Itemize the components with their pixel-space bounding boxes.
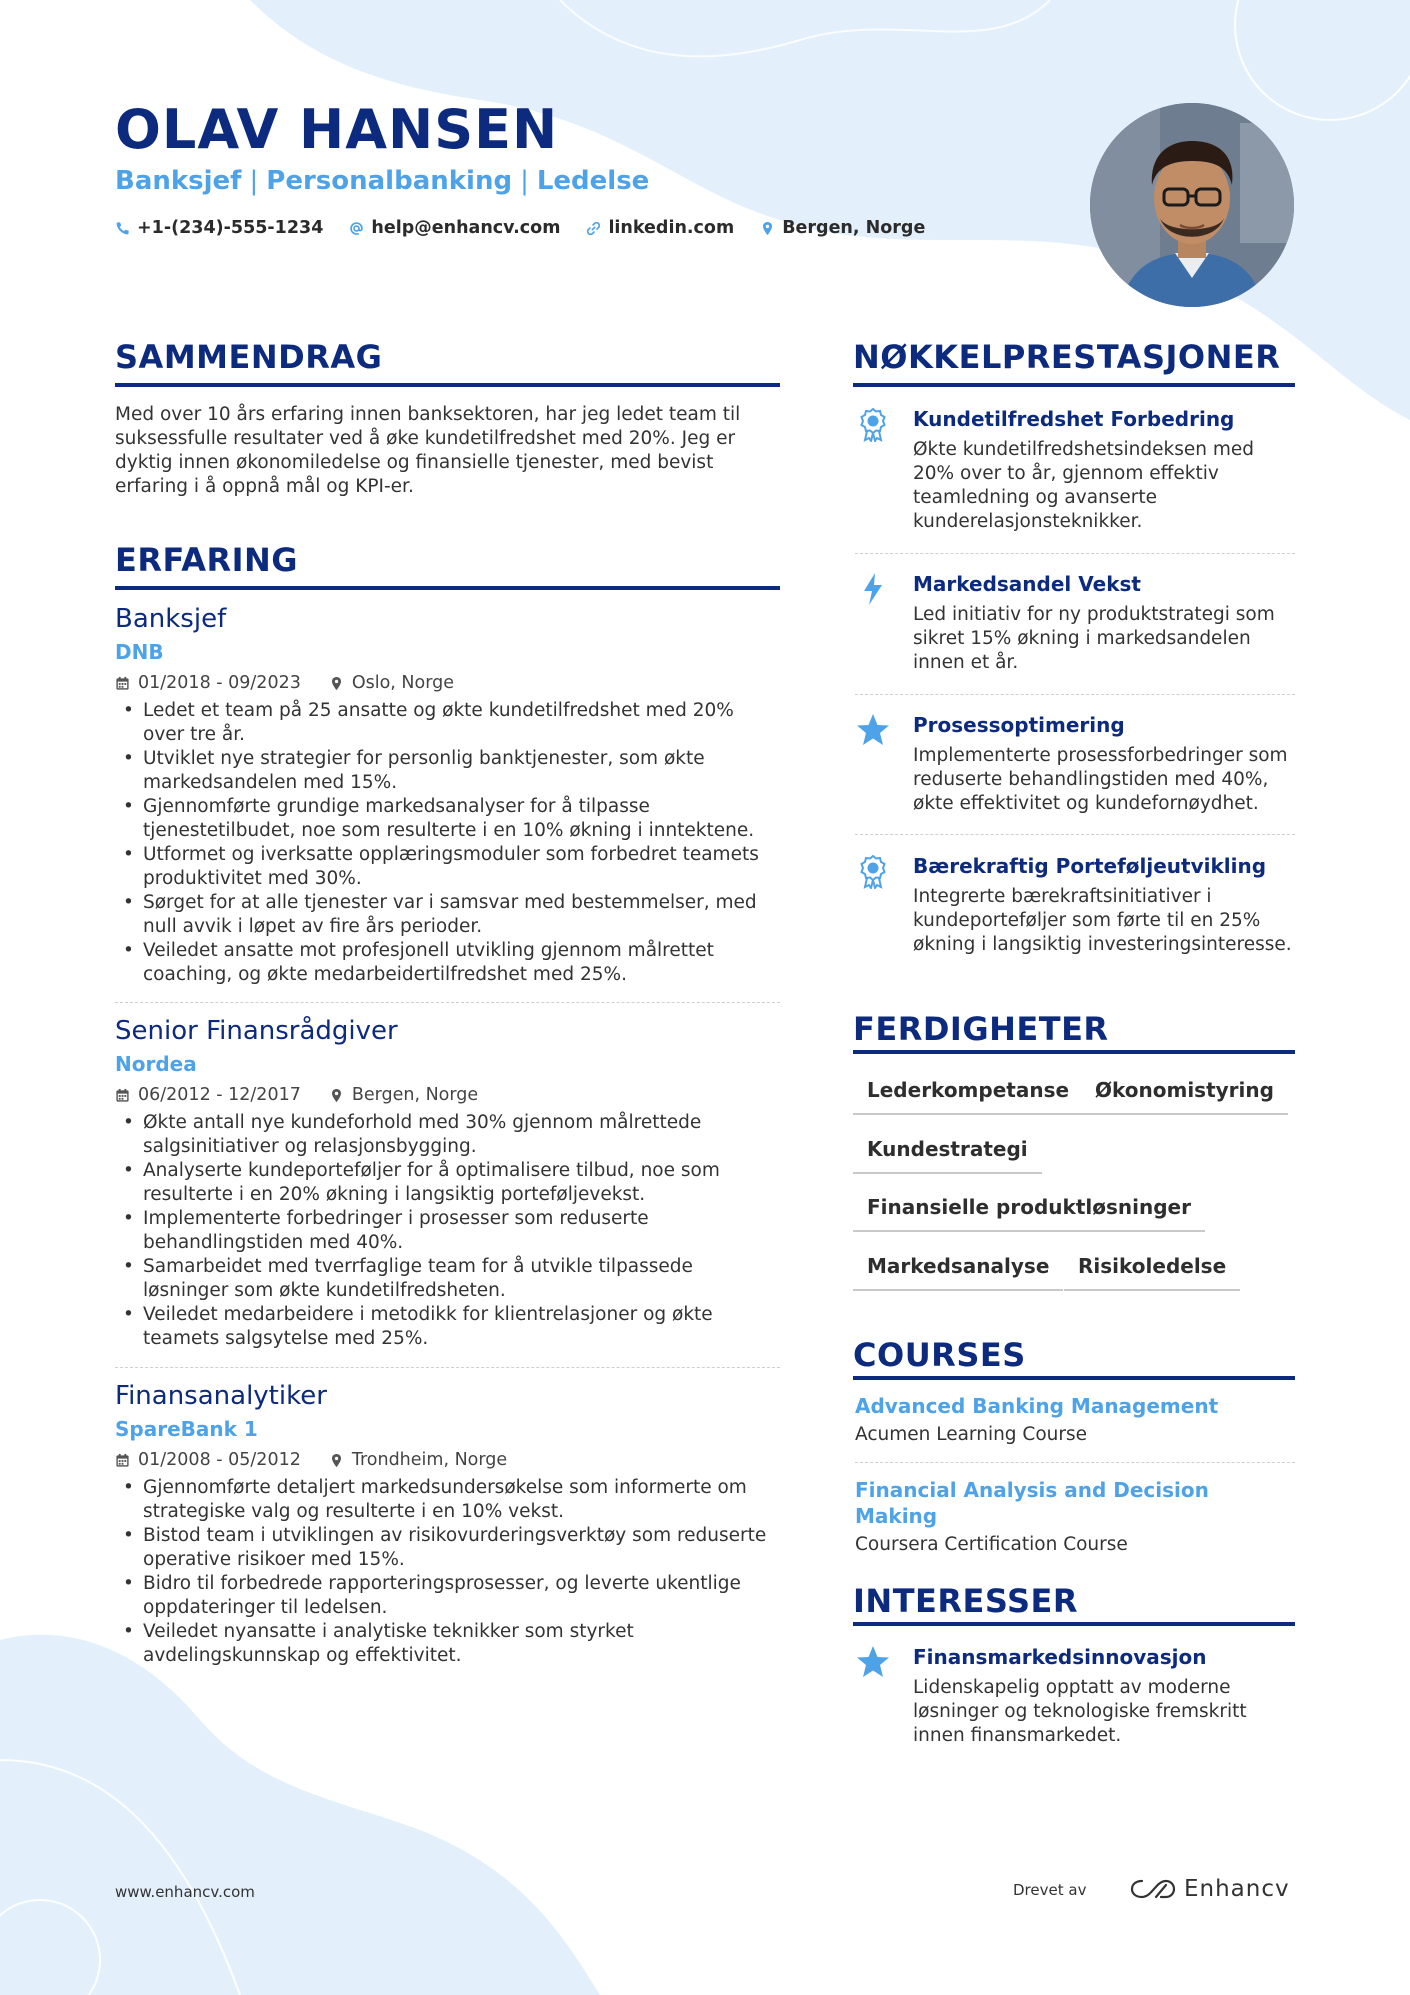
contact-linkedin[interactable] <box>586 218 734 238</box>
bullet-item: • Bistod team i utviklingen av risikovurderingsverktøy som reduserte operative risikoer med 15%. <box>115 1524 780 1572</box>
job-location <box>329 1448 507 1472</box>
achievement-title: Prosessoptimering <box>913 713 1125 737</box>
job-company: SpareBank 1 <box>115 1417 258 1441</box>
phone-icon <box>115 221 130 236</box>
email-address: help@enhancv.com <box>371 218 561 238</box>
job-location <box>329 671 454 695</box>
footer-website-link[interactable]: www.enhancv.com <box>115 1883 255 1901</box>
job-meta <box>115 671 780 695</box>
job-title: Banksjef <box>115 604 227 634</box>
achievement-item <box>855 712 1295 816</box>
candidate-name: OLAV HANSEN <box>115 98 559 161</box>
job-dates <box>115 671 301 695</box>
achievement-divider <box>855 834 1295 835</box>
link-icon <box>586 221 601 236</box>
bullet-item: • Implementerte forbedringer i prosesser som reduserte behandlingstiden med 40%. <box>115 1207 780 1255</box>
job-bullets <box>115 699 780 987</box>
achievement-description: Integrerte bærekraftsinitiativer i kundeporteføljer som førte til en 25% økning i langsiktig investeringsinteresse. <box>913 886 1292 955</box>
job-title: Senior Finansrådgiver <box>115 1016 398 1046</box>
course-provider: Coursera Certification Course <box>855 1534 1128 1555</box>
job-location-text: Oslo, Norge <box>351 673 454 693</box>
footer-powered-by: Drevet av <box>1013 1881 1087 1899</box>
skill-tag: Økonomistyring <box>1081 1077 1288 1115</box>
star-icon <box>855 712 891 748</box>
calendar-icon <box>115 676 130 691</box>
achievement-title: Bærekraftig Porteføljeutvikling <box>913 854 1267 878</box>
job-dates-text: 06/2012 - 12/2017 <box>138 1085 301 1105</box>
bullet-item: • Økte antall nye kundeforhold med 30% gjennom målrettede salgsinitiativer og relasjonsbygging. <box>115 1111 780 1159</box>
course-item <box>855 1477 1295 1557</box>
location-pin-icon <box>329 1088 344 1103</box>
bullet-item: • Ledet et team på 25 ansatte og økte kundetilfredshet med 20% over tre år. <box>115 699 780 747</box>
job-location-text: Trondheim, Norge <box>351 1450 508 1470</box>
job-location-text: Bergen, Norge <box>351 1085 479 1105</box>
skill-tag: Markedsanalyse <box>853 1253 1063 1291</box>
linkedin-url: linkedin.com <box>608 218 735 238</box>
award-ribbon-icon <box>855 406 891 442</box>
enhancv-logo[interactable] <box>1130 1876 1290 1902</box>
job-dates <box>115 1083 301 1107</box>
course-divider <box>855 1462 1295 1463</box>
summary-rule <box>115 383 780 387</box>
job-meta <box>115 1448 780 1472</box>
job-bullets <box>115 1111 780 1351</box>
achievement-description: Implementerte prosessforbedringer som reduserte behandlingstiden med 40%, økte effektivitet og kundefornøydhet. <box>913 745 1288 814</box>
experience-heading: ERFARING <box>115 541 299 579</box>
skill-tag: Kundestrategi <box>853 1136 1042 1174</box>
contact-phone[interactable] <box>115 218 323 238</box>
achievement-title: Markedsandel Vekst <box>913 572 1141 596</box>
achievement-item <box>855 853 1295 957</box>
courses-heading: COURSES <box>853 1336 1026 1374</box>
interest-title: Finansmarkedsinnovasjon <box>913 1645 1207 1669</box>
job-dates-text: 01/2008 - 05/2012 <box>138 1450 301 1470</box>
bullet-item: • Bidro til forbedrede rapporteringsprosesser, og leverte ukentlige oppdateringer til ledelsen. <box>115 1572 780 1620</box>
location-pin-icon <box>760 221 775 236</box>
contact-bar <box>115 218 925 238</box>
achievement-item <box>855 406 1295 534</box>
skill-tag: Lederkompetanse <box>853 1077 1083 1115</box>
interests-rule <box>853 1622 1295 1626</box>
bullet-item: • Analyserte kundeporteføljer for å optimalisere tilbud, noe som resulterte i en 20% økning i langsiktig porteføljevekst. <box>115 1159 780 1207</box>
headline-part: Personalbanking <box>266 166 513 196</box>
enhancv-logo-icon <box>1130 1877 1176 1901</box>
job-meta <box>115 1083 780 1107</box>
course-provider: Acumen Learning Course <box>855 1424 1088 1445</box>
summary-heading: SAMMENDRAG <box>115 338 383 376</box>
bullet-item: • Veiledet nyansatte i analytiske teknikker som styrket avdelingskunnskap og effektivitet. <box>115 1620 780 1668</box>
job-company: Nordea <box>115 1052 197 1076</box>
job-divider <box>115 1002 780 1003</box>
achievement-description: Økte kundetilfredshetsindeksen med 20% over to år, gjennom effektiv teamledning og avanserte kunderelasjonsteknikker. <box>913 439 1254 532</box>
phone-number: +1-(234)-555-1234 <box>137 218 324 238</box>
bullet-item: • Samarbeidet med tverrfaglige team for å utvikle tilpassede løsninger som økte kundetilfredsheten. <box>115 1255 780 1303</box>
bullet-item: • Utviklet nye strategier for personlig banktjenester, som økte markedsandelen med 15%. <box>115 747 780 795</box>
calendar-icon <box>115 1088 130 1103</box>
skill-tag: Risikoledelse <box>1064 1253 1240 1291</box>
achievement-divider <box>855 694 1295 695</box>
achievement-item <box>855 571 1295 675</box>
lightning-bolt-icon <box>855 571 891 607</box>
skills-rule <box>853 1050 1295 1054</box>
achievement-title: Kundetilfredshet Forbedring <box>913 407 1235 431</box>
courses-rule <box>853 1376 1295 1380</box>
interest-item <box>855 1644 1295 1748</box>
bullet-item: • Veiledet ansatte mot profesjonell utvikling gjennom målrettet coaching, og økte medarbeidertilfredshet med 25%. <box>115 939 780 987</box>
job-company: DNB <box>115 640 164 664</box>
job-divider <box>115 1367 780 1368</box>
job-entry <box>115 603 780 987</box>
course-title: Financial Analysis and Decision Making <box>855 1478 1209 1528</box>
calendar-icon <box>115 1453 130 1468</box>
skill-tag: Finansielle produktløsninger <box>853 1194 1205 1232</box>
headline-part: Banksjef <box>115 166 242 196</box>
skills-heading: FERDIGHETER <box>853 1010 1109 1048</box>
job-entry <box>115 1015 780 1351</box>
job-bullets <box>115 1476 780 1668</box>
experience-rule <box>115 586 780 590</box>
enhancv-brand-text: Enhancv <box>1184 1876 1290 1902</box>
job-entry <box>115 1380 780 1668</box>
location-pin-icon <box>329 676 344 691</box>
bullet-item: • Gjennomførte detaljert markedsundersøkelse som informerte om strategiske valg og resulterte i en 10% vekst. <box>115 1476 780 1524</box>
course-item <box>855 1393 1295 1447</box>
headline-separator: | <box>249 166 259 196</box>
bullet-item: • Veiledet medarbeidere i metodikk for klientrelasjoner og økte teamets salgsytelse med 25%. <box>115 1303 780 1351</box>
profile-photo <box>1090 103 1294 307</box>
job-dates <box>115 1448 301 1472</box>
job-location <box>329 1083 478 1107</box>
job-title: Finansanalytiker <box>115 1381 327 1411</box>
course-title: Advanced Banking Management <box>855 1394 1219 1418</box>
summary-text: Med over 10 års erfaring innen banksektoren, har jeg ledet team til suksessfulle resultater ved å øke kundetilfredshet med 20%. Jeg er dyktig innen økonomiledelse og finansielle tjenester, med bevist erfaring i å oppnå mål og KPI-er. <box>115 404 741 497</box>
bullet-item: • Sørget for at alle tjenester var i samsvar med bestemmelser, med null avvik i løpet av fire års perioder. <box>115 891 780 939</box>
interests-heading: INTERESSER <box>853 1582 1079 1620</box>
interest-description: Lidenskapelig opptatt av moderne løsninger og teknologiske fremskritt innen finansmarkedet. <box>913 1677 1247 1746</box>
bullet-item: • Gjennomførte grundige markedsanalyser for å tilpasse tjenestetilbudet, noe som resulterte i en 10% økning i inntektene. <box>115 795 780 843</box>
location-text: Bergen, Norge <box>782 218 926 238</box>
achievement-description: Led initiativ for ny produktstrategi som sikret 15% økning i markedsandelen innen et år. <box>913 604 1275 673</box>
star-icon <box>855 1644 891 1680</box>
award-ribbon-icon <box>855 853 891 889</box>
contact-location <box>760 218 925 238</box>
bullet-item: • Utformet og iverksatte opplæringsmoduler som forbedret teamets produktivitet med 30%. <box>115 843 780 891</box>
headline-separator: | <box>520 166 529 196</box>
achievement-divider <box>855 553 1295 554</box>
headline <box>115 166 649 196</box>
achievements-heading: NØKKELPRESTASJONER <box>853 338 1281 376</box>
at-sign-icon <box>349 221 364 236</box>
contact-email[interactable] <box>349 218 560 238</box>
achievements-rule <box>853 383 1295 387</box>
headline-part: Ledelse <box>536 166 650 196</box>
job-dates-text: 01/2018 - 09/2023 <box>138 673 301 693</box>
location-pin-icon <box>329 1453 344 1468</box>
